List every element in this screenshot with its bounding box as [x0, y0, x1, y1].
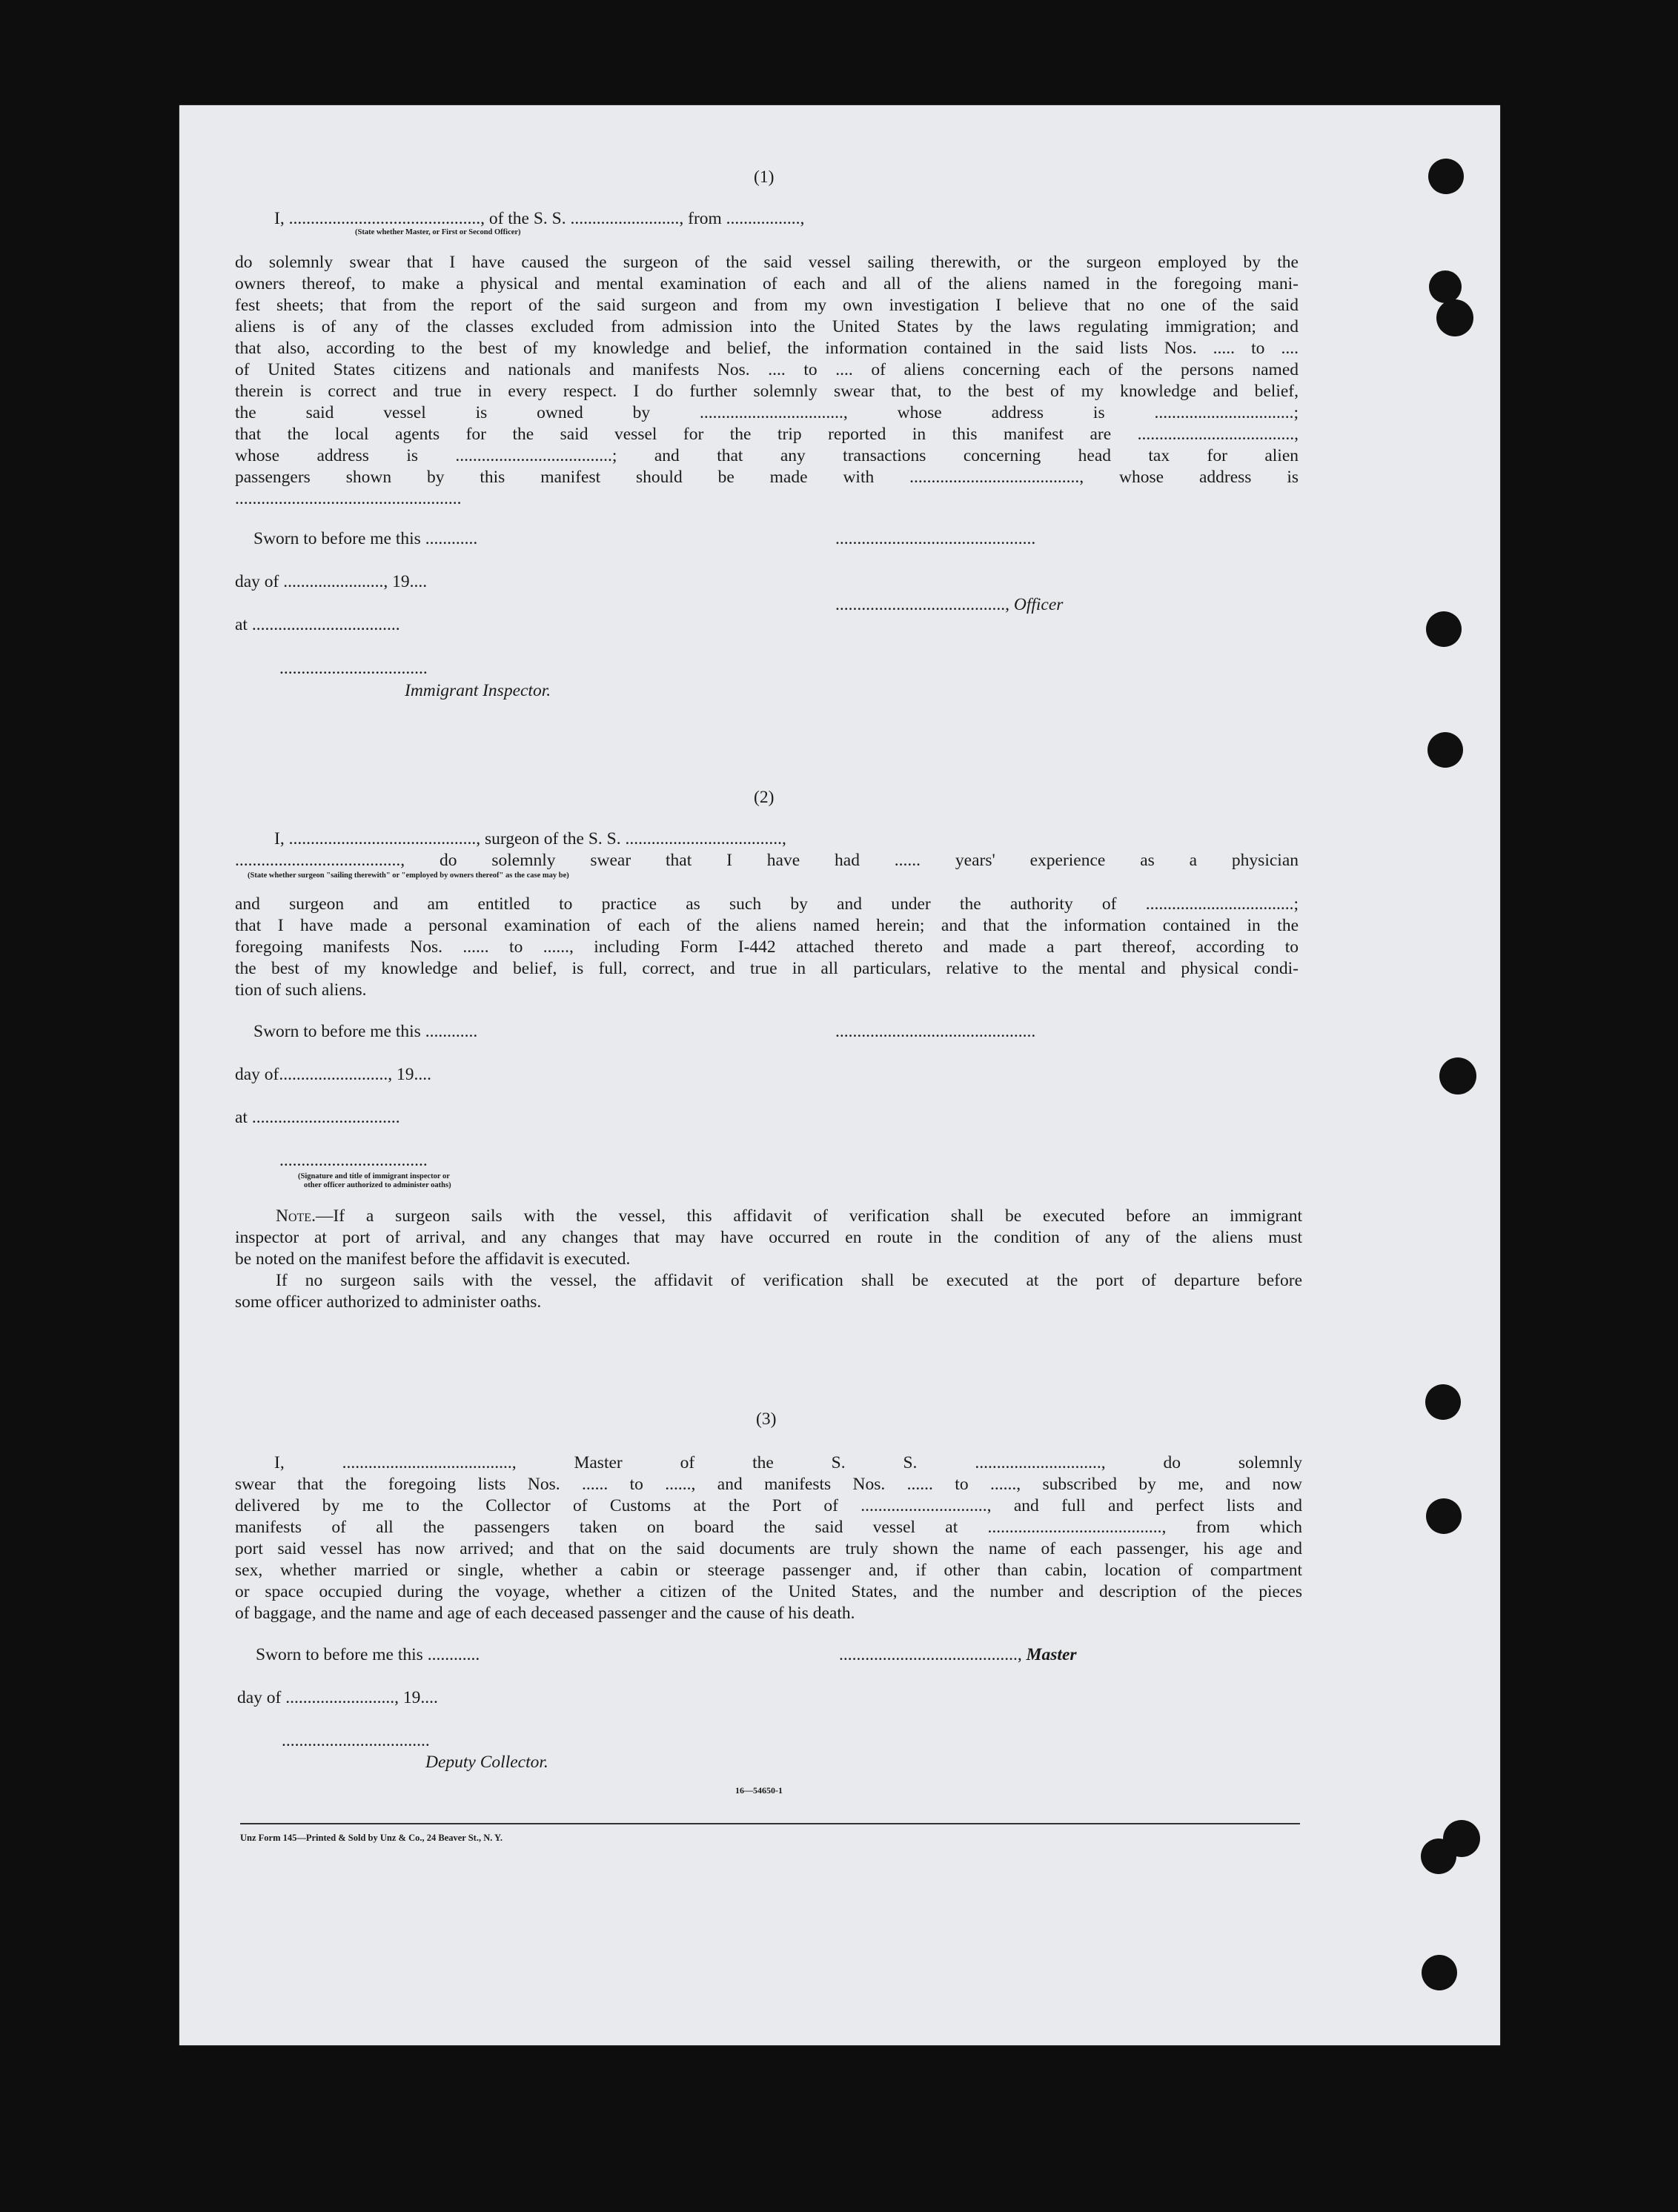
affidavit-2-signature-dots: ..................................	[279, 1151, 428, 1170]
punch-hole	[1425, 1384, 1461, 1420]
affidavit-2-at: at ..................................	[235, 1108, 400, 1127]
affidavit-3-line: sex, whether married or single, whether a cabin or steerage passenger and, if other than cabin, location of compartment	[235, 1561, 1302, 1580]
affidavit-2-last-line: tion of such aliens.	[235, 980, 367, 1000]
affidavit-2-number: (2)	[754, 788, 775, 807]
deputy-collector-label: Deputy Collector.	[425, 1753, 548, 1772]
note-label: Note.	[276, 1206, 316, 1226]
punch-hole	[1439, 1057, 1476, 1095]
master-label: Master	[1026, 1645, 1077, 1664]
affidavit-3-line: swear that the foregoing lists Nos. ...... to ......, and manifests Nos. ...... to ......, subscribed by me, and now	[235, 1475, 1302, 1494]
affidavit-1-line: the said vessel is owned by ................................., whose address is ................................;	[235, 403, 1299, 422]
punch-hole	[1436, 299, 1473, 336]
affidavit-1-at: at ..................................	[235, 615, 400, 634]
affidavit-2-line: foregoing manifests Nos. ...... to ......, including Form I-442 attached thereto and made a part thereof, according to	[235, 937, 1299, 957]
affidavit-1-line: therein is correct and true in every respect. I do further solemnly swear that, to the best of my knowledge and belief,	[235, 382, 1299, 401]
form-page	[179, 105, 1500, 2045]
affidavit-2-signature-note-1: (Signature and title of immigrant inspector or	[298, 1172, 450, 1180]
affidavit-1-number: (1)	[754, 167, 775, 187]
affidavit-2-line: that I have made a personal examination of each of the aliens named herein; and that the information contained in the	[235, 916, 1299, 935]
affidavit-1-opening-note: (State whether Master, or First or Second Officer)	[355, 228, 521, 236]
note-paragraph-last: be noted on the manifest before the affidavit is executed.	[235, 1249, 631, 1269]
punch-hole	[1421, 1839, 1456, 1874]
affidavit-2-line-2: ......................................, do solemnly swear that I have had ...... years' experience as a physician	[235, 851, 1299, 870]
inspector-label: Immigrant Inspector.	[405, 681, 551, 700]
punch-hole	[1428, 159, 1464, 194]
punch-hole	[1422, 1955, 1457, 1990]
punch-hole	[1426, 611, 1462, 647]
affidavit-2-signature-note-2: other officer authorized to administer oaths)	[304, 1181, 451, 1189]
affidavit-1-line: whose address is ....................................; and that any transactions concerning head tax for alien	[235, 446, 1299, 465]
affidavit-1-inspector-dots: ..................................	[279, 659, 428, 678]
affidavit-1-sworn: Sworn to before me this ............	[253, 529, 478, 548]
affidavit-2-line: and surgeon and am entitled to practice as such by and under the authority of ..................................;	[235, 894, 1299, 914]
affidavit-1-line: aliens is of any of the classes excluded from admission into the United States by the laws regulating immigration; and	[235, 317, 1299, 336]
affidavit-1-officer-line	[835, 594, 1063, 616]
affidavit-2-signature-line: ..............................................	[835, 1022, 1036, 1041]
punch-hole	[1427, 732, 1463, 768]
affidavit-3-line: manifests of all the passengers taken on board the said vessel at ........................................, from which	[235, 1518, 1302, 1537]
note2-paragraph-last: some officer authorized to administer oaths.	[235, 1292, 542, 1312]
affidavit-1-opening: I, ............................................, of the S. S. ........................., from .................,	[274, 209, 805, 228]
note2-paragraph-line: If no surgeon sails with the vessel, the affidavit of verification shall be executed at the port of departure before	[276, 1271, 1302, 1290]
affidavit-3-line: or space occupied during the voyage, whether a citizen of the United States, and the number and description of the pieces	[235, 1582, 1302, 1601]
footer-rule	[240, 1823, 1300, 1824]
note-paragraph-line: inspector at port of arrival, and any changes that may have occurred en route in the condition of any of the aliens must	[235, 1228, 1302, 1247]
affidavit-3-collector-dots: ..................................	[282, 1731, 430, 1750]
affidavit-2-sworn: Sworn to before me this ............	[253, 1022, 478, 1041]
officer-dots: .......................................,	[835, 595, 1014, 614]
affidavit-3-line: port said vessel has now arrived; and that on the said documents are truly shown the name of each passenger, his age and	[235, 1539, 1302, 1558]
affidavit-3-opening: I, ......................................., Master of the S. S. ............................., do solemnly	[274, 1453, 1302, 1472]
affidavit-3-day-of: day of ........................., 19....	[237, 1688, 438, 1707]
affidavit-2-opening: I, ..........................................., surgeon of the S. S. ....................................,	[274, 829, 786, 848]
note-paragraph-line	[276, 1206, 1302, 1227]
form-code: 16—54650-1	[735, 1785, 783, 1796]
affidavit-1-line: owners thereof, to make a physical and mental examination of each and all of the aliens named in the foregoing mani-	[235, 274, 1299, 293]
punch-hole	[1429, 270, 1462, 303]
affidavit-1-line: of United States citizens and nationals and manifests Nos. .... to .... of aliens concerning each of the persons named	[235, 360, 1299, 379]
affidavit-1-line: that the local agents for the said vessel for the trip reported in this manifest are ....................................,	[235, 425, 1299, 444]
affidavit-1-last-line: ....................................................	[235, 489, 462, 508]
note-text: —If a surgeon sails with the vessel, this affidavit of verification shall be executed before an immigrant	[315, 1206, 1302, 1226]
punch-hole	[1426, 1498, 1462, 1534]
officer-label: Officer	[1013, 595, 1064, 614]
affidavit-2-line-2-note: (State whether surgeon "sailing therewith" or "employed by owners thereof" as the case may be)	[248, 871, 569, 880]
affidavit-1-line: fest sheets; that from the report of the said surgeon and from my own investigation I believe that no one of the said	[235, 296, 1299, 315]
affidavit-1-line: do solemnly swear that I have caused the surgeon of the said vessel sailing therewith, or the surgeon employed by the	[235, 253, 1299, 272]
affidavit-1-line: passengers shown by this manifest should be made with ......................................., whose address is	[235, 468, 1299, 487]
affidavit-3-number: (3)	[756, 1409, 777, 1429]
affidavit-3-line: delivered by me to the Collector of Customs at the Port of ............................., and full and perfect lists and	[235, 1496, 1302, 1515]
affidavit-2-line: the best of my knowledge and belief, is full, correct, and true in all particulars, relative to the mental and physical condi-	[235, 959, 1299, 978]
affidavit-3-sworn: Sworn to before me this ............	[256, 1645, 480, 1664]
affidavit-1-day-of: day of ......................., 19....	[235, 572, 428, 591]
affidavit-3-last-line: of baggage, and the name and age of each deceased passenger and the cause of his death.	[235, 1604, 855, 1623]
footer-imprint: Unz Form 145—Printed & Sold by Unz & Co., 24 Beaver St., N. Y.	[240, 1833, 503, 1843]
affidavit-1-signature-line: ..............................................	[835, 529, 1036, 548]
master-dots: .........................................,	[839, 1645, 1027, 1664]
affidavit-2-day-of: day of........................., 19....	[235, 1065, 432, 1084]
affidavit-3-master-line	[839, 1644, 1077, 1666]
affidavit-1-line: that also, according to the best of my knowledge and belief, the information contained in the said lists Nos. ..... to ....	[235, 339, 1299, 358]
